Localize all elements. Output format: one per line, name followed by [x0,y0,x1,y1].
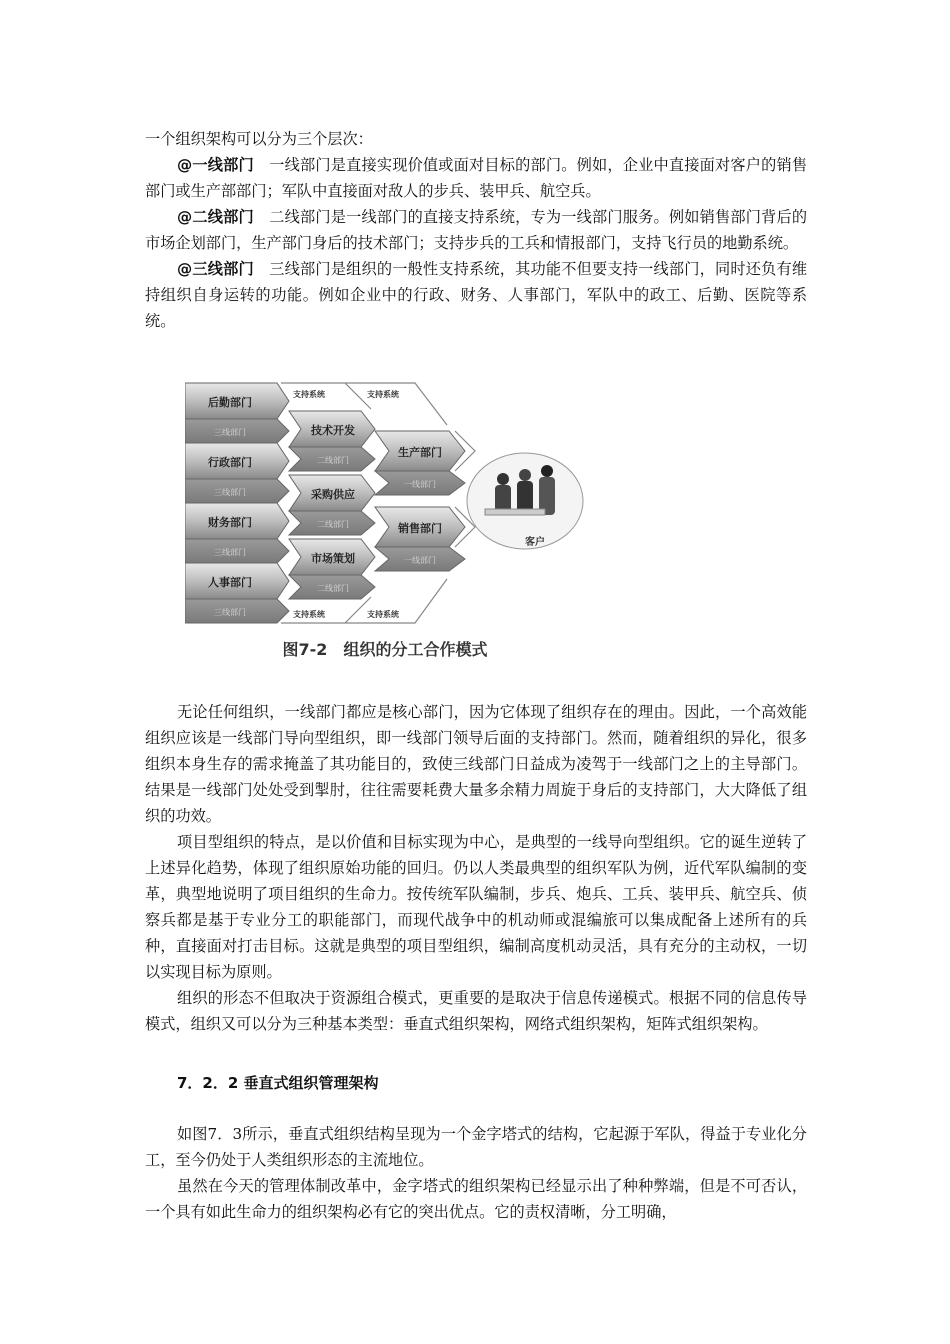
col3-sub: 三线部门 [214,488,246,497]
intro-section [145,126,807,334]
col2-sub: 二线部门 [317,456,349,465]
col3-block-3 [185,503,289,563]
body-section [145,699,807,1037]
col3-sub: 三线部门 [214,428,246,437]
col1-block-1 [375,431,465,495]
support-label: 支持系统 [367,610,399,619]
org-division-figure [185,375,585,665]
section-paragraph: 虽然在今天的管理体制改革中，金字塔式的组织架构已经显示出了种种弊端，但是不可否认，一个具有如此生命力的组织架构必有它的突出优点。它的责权清晰，分工明确， [145,1177,807,1221]
col1-name: 销售部门 [398,522,442,535]
col2-sub: 二线部门 [317,584,349,593]
customer-label: 客户 [525,537,545,548]
level-1-paragraph [145,152,807,204]
col3-name: 财务部门 [208,516,252,529]
support-label: 支持系统 [293,610,325,619]
level-term: @二线部门 [177,208,254,226]
col1-sub: 一线部门 [404,556,436,565]
level-2-paragraph [145,204,807,256]
col3-block-1 [185,383,289,443]
col3-block-2 [185,443,289,503]
col3-name: 人事部门 [208,576,252,589]
section-paragraph: 如图7．3所示，垂直式组织结构呈现为一个金字塔式的结构，它起源于军队，得益于专业化分工，至今仍处于人类组织形态的主流地位。 [145,1125,807,1169]
section-heading: 7．2．2 垂直式组织管理架构 [177,1074,379,1092]
col2-name: 市场策划 [311,552,355,565]
figure-diagram [185,375,585,665]
body-paragraph: 无论任何组织，一线部门都应是核心部门，因为它体现了组织存在的理由。因此，一个高效能组织应该是一线部门导向型组织，即一线部门领导后面的支持部门。然而，随着组织的异化，很多组织本身生存的需求掩盖了其功能目的，致使三线部门日益成为凌驾于一线部门之上的主导部门。结果是一线部门处处受到掣肘，往往需要耗费大量多余精力周旋于身后的支持部门，大大降低了组织的功效。 [145,703,807,825]
col1-name: 生产部门 [398,446,442,459]
col2-sub: 二线部门 [317,520,349,529]
body-paragraph: 项目型组织的特点，是以价值和目标实现为中心，是典型的一线导向型组织。它的诞生逆转了上述异化趋势，体现了组织原始功能的回归。仍以人类最典型的组织军队为例，近代军队编制的变革，典型地说明了项目组织的生命力。按传统军队编制，步兵、炮兵、工兵、装甲兵、航空兵、侦察兵都是基于专业分工的职能部门，而现代战争中的机动师或混编旅可以集成配备上述所有的兵种，直接面对打击目标。这就是典型的项目型组织，编制高度机动灵活，具有充分的主动权，一切以实现目标为原则。 [145,833,807,981]
col2-block-3 [289,539,375,599]
col3-name: 后勤部门 [208,396,252,409]
col1-block-2 [375,507,465,571]
col2-block-2 [289,475,375,535]
level-3-paragraph [145,256,807,334]
col1-sub: 一线部门 [404,480,436,489]
support-label: 支持系统 [293,390,325,399]
level-desc: 一线部门是直接实现价值或面对目标的部门。例如，企业中直接面对客户的销售部门或生产部部门；军队中直接面对敌人的步兵、装甲兵、航空兵。 [145,156,808,200]
figure-caption: 图7-2 组织的分工合作模式 [282,640,488,659]
level-term: @一线部门 [177,156,254,174]
level-desc: 二线部门是一线部门的直接支持系统，专为一线部门服务。例如销售部门背后的市场企划部门，生产部门身后的技术部门；支持步兵的工兵和情报部门，支持飞行员的地勤系统。 [145,208,808,252]
section-body [145,1121,807,1225]
support-label: 支持系统 [367,390,399,399]
col2-block-1 [289,411,375,471]
col3-block-4 [185,563,289,623]
col2-name: 采购供应 [311,488,355,501]
col3-sub: 三线部门 [214,608,246,617]
intro-paragraph: 一个组织架构可以分为三个层次： [145,130,373,148]
col3-sub: 三线部门 [214,548,246,557]
body-paragraph: 组织的形态不但取决于资源组合模式，更重要的是取决于信息传递模式。根据不同的信息传导模式，组织又可以分为三种基本类型：垂直式组织架构，网络式组织架构，矩阵式组织架构。 [145,989,807,1033]
customer-illustration [467,453,583,549]
level-desc: 三线部门是组织的一般性支持系统，其功能不但要支持一线部门，同时还负有维持组织自身运转的功能。例如企业中的行政、财务、人事部门，军队中的政工、后勤、医院等系统。 [145,260,808,330]
col2-name: 技术开发 [311,424,355,437]
col3-name: 行政部门 [208,456,252,469]
level-term: @三线部门 [177,260,254,278]
